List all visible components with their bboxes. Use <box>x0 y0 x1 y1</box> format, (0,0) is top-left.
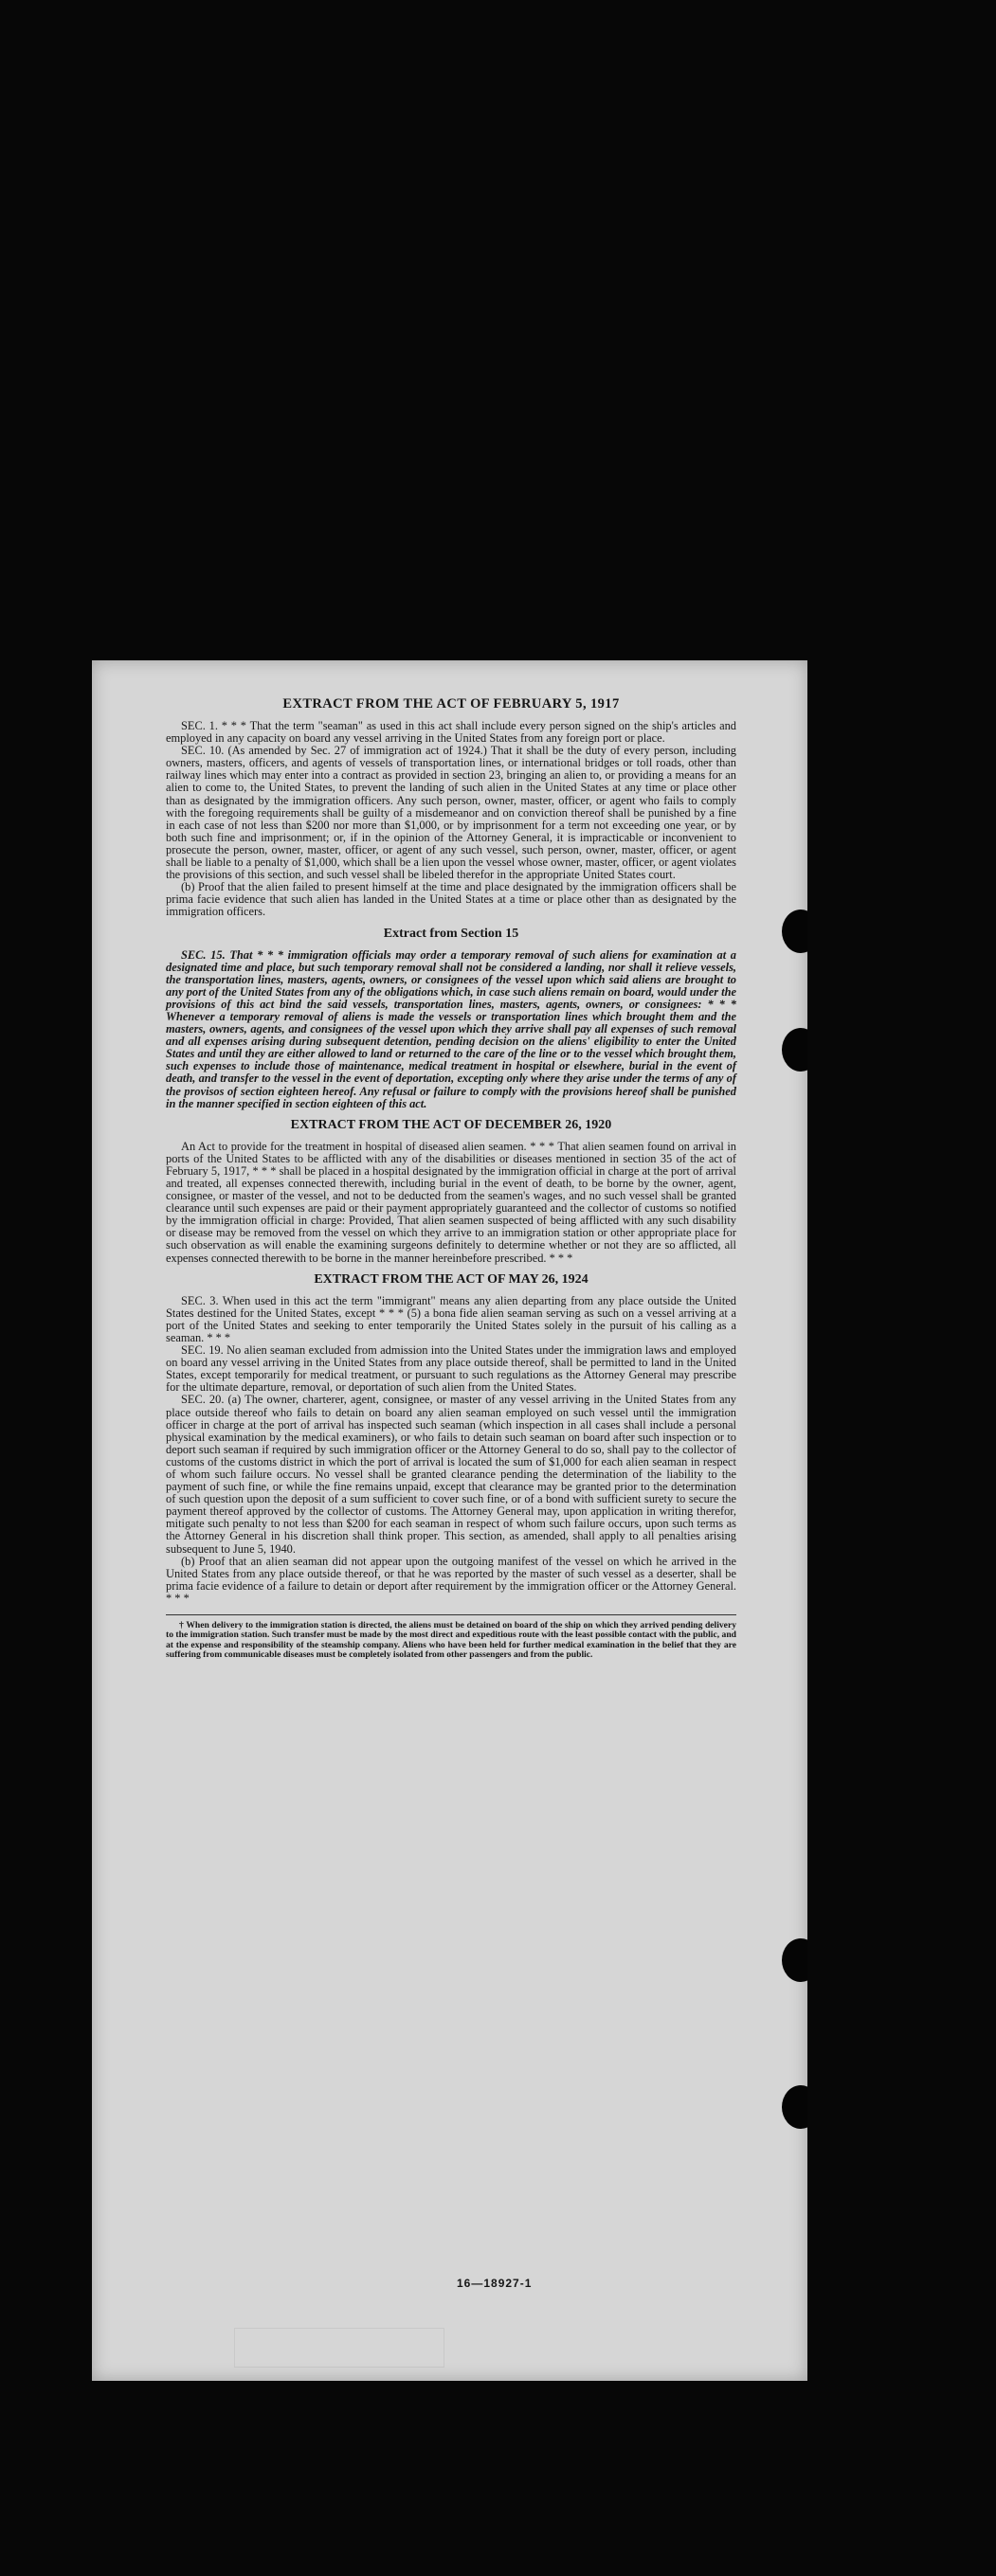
punch-hole <box>782 1938 807 1982</box>
paragraph-act-1920: An Act to provide for the treatment in hospital of diseased alien seamen. * * * That alien seamen found on arrival in ports of the United States to be afflicted with any of the disabilities or diseases mentioned in section 35 of the act of February 5, 1917, * * * shall be placed in a hospital designated by the immigration official in charge at the port of arrival and treated, all expenses connected therewith, including burial in the event of death, to be borne by the owner, agent, consignee, or master of the vessel, and not to be deducted from the seamen's wages, and no such vessel shall be granted clearance until such expenses are paid or their payment appropriately guaranteed and the collector of customs so notified by the immigration official in charge: Provided, That alien seamen suspected of being afflicted with any such disability or disease may be removed from the vessel on which they arrive to an immigration station or other appropriate place for such observation as will enable the examining surgeons definitely to determine whether or not they are so afflicted, all expenses connected therewith to be borne in the manner hereinbefore prescribed. * * * <box>166 1139 736 1265</box>
faded-stamp <box>234 2328 444 2368</box>
footnote-divider <box>166 1614 736 1615</box>
heading-section-15: Extract from Section 15 <box>383 926 519 941</box>
paragraph-sec-19: SEC. 19. No alien seaman excluded from admission into the United States under the immigration laws and employed on board any vessel arriving in the United States from any place outside thereof, shall be permitted to land in the United States, except temporarily for medical treatment, or pursuant to such regulations as the Attorney General may prescribe for the ultimate departure, removal, or deportation of such alien from the United States. <box>166 1343 736 1395</box>
paragraph-sec-20a: SEC. 20. (a) The owner, charterer, agent, consignee, or master of any vessel arriving in the United States from any place outside thereof who fails to detain on board any alien seaman employed on such vessel until the immigration officer in charge at the port of arrival has inspected such seaman (which inspection in all cases shall include a personal physical examination by the medical examiners), or who fails to detain such seaman on board after such inspection or to deport such seaman if required by such immigration officer or the Attorney General to do so, shall pay to the collector of customs of the customs district in which the port of arrival is located the sum of $1,000 for each alien seaman in respect of whom such failure occurs. No vessel shall be granted clearance pending the determination of the liability to the payment of such fine, or while the fine remains unpaid, except that clearance may be granted prior to the determination of such question upon the deposit of a sum sufficient to cover such fine, or of a bond with sufficient surety to secure the payment thereof approved by the collector of customs. The Attorney General may, upon application in writing therefor, mitigate such penalty to not less than $200 for each seaman in respect of whom such failure occurs, upon such terms as the Attorney General in his discretion shall think proper. This section, as amended, shall apply to all penalties arising subsequent to June 5, 1940. <box>166 1393 736 1556</box>
heading-act-1917: EXTRACT FROM THE ACT OF FEBRUARY 5, 1917 <box>282 696 620 712</box>
paragraph-sec-1: SEC. 1. * * * That the term "seaman" as used in this act shall include every person signed on the ship's articles and employed in any capacity on board any vessel arriving in the United States from any foreign port or place. <box>166 719 736 746</box>
heading-act-1920: EXTRACT FROM THE ACT OF DECEMBER 26, 1920 <box>290 1117 612 1132</box>
punch-hole <box>782 2085 807 2129</box>
paragraph-sec-20b: (b) Proof that an alien seaman did not appear upon the outgoing manifest of the vessel on which he arrived in the United States from any place outside thereof, or that he was reported by the master of such vessel as a deserter, shall be prima facie evidence of a failure to detain or deport after requirement by the immigration officer or the Attorney General. * * * <box>166 1554 736 1605</box>
paragraph-sec-10b: (b) Proof that the alien failed to present himself at the time and place designated by the immigration officers shall be prima facie evidence that such alien has landed in the United States at a time or place other than as designated by the immigration officers. <box>166 880 736 919</box>
form-number: 16—18927-1 <box>457 2277 533 2290</box>
document-page <box>92 660 807 2381</box>
paragraph-sec-3: SEC. 3. When used in this act the term "immigrant" means any alien departing from any place outside the United States destined for the United States, except * * * (5) a bona fide alien seaman serving as such on a vessel arriving at a port of the United States and seeking to enter temporarily the United States solely in the pursuit of his calling as a seaman. * * * <box>166 1293 736 1344</box>
paragraph-sec-15: SEC. 15. That * * * immigration officials may order a temporary removal of such aliens for examination at a designated time and place, but such temporary removal shall not be considered a landing, nor shall it relieve vessels, the transportation lines, masters, agents, owners, or consignees of the vessel upon which said aliens are brought to any port of the United States from any of the obligations which, in case such aliens remain on board, would under the provisions of this act bind the said vessels, transportation lines, masters, agents, owners, or consignees: * * * Whenever a temporary removal of aliens is made the vessels or transportation lines which brought them and the masters, owners, agents, and consignees of the vessel upon which they arrive shall pay all expenses of such removal and all expenses arising during subsequent detention, pending decision on the aliens' eligibility to enter the United States and until they are either allowed to land or returned to the care of the line or to the vessel which brought them, such expenses to include those of maintenance, medical treatment in hospital or elsewhere, burial in the event of death, and transfer to the vessel in the event of deportation, excepting only where they arise under the terms of any of the provisos of section eighteen hereof. Any refusal or failure to comply with the provisions hereof shall be punished in the manner specified in section eighteen of this act. <box>166 947 736 1110</box>
document-body <box>166 696 736 1661</box>
heading-act-1924: EXTRACT FROM THE ACT OF MAY 26, 1924 <box>314 1271 589 1287</box>
punch-hole <box>782 910 807 953</box>
paragraph-sec-10: SEC. 10. (As amended by Sec. 27 of immigration act of 1924.) That it shall be the duty of every person, including owners, masters, officers, and agents of vessels of transportation lines, or international bridges or toll roads, other than railway lines which may enter into a contract as provided in section 23, bringing an alien to, or providing a means for an alien to come to, the United States, to prevent the landing of such alien in the United States at any time or place other than as designated by the immigration officers. Any such person, owner, master, officer, or agent who fails to comply with the foregoing requirements shall be guilty of a misdemeanor and on conviction thereof shall be punished by a fine in each case of not less than $200 nor more than $1,000, or by imprisonment for a term not exceeding one year, or by both such fine and imprisonment; or, if in the opinion of the Attorney General, it is impracticable or inconvenient to prosecute the person, owner, master, officer, or agent of any such vessel, such person, owner, master, officer, or agent shall be liable to a penalty of $1,000, which shall be a lien upon the vessel whose owner, master, officer, or agent violates the provisions of this section, and such vessel shall be libeled therefor in the appropriate United States court. <box>166 744 736 882</box>
punch-hole <box>782 1028 807 1072</box>
footnote: † When delivery to the immigration station is directed, the aliens must be detained on board of the ship on which they arrived pending delivery to the immigration station. Such transfer must be made by the most direct and expeditious route with the least possible contact with the public, and at the expense and responsibility of the steamship company. Aliens who have been held for further medical examination in the belief that they are suffering from communicable diseases must be completely isolated from other passengers and from the public. <box>166 1620 736 1661</box>
